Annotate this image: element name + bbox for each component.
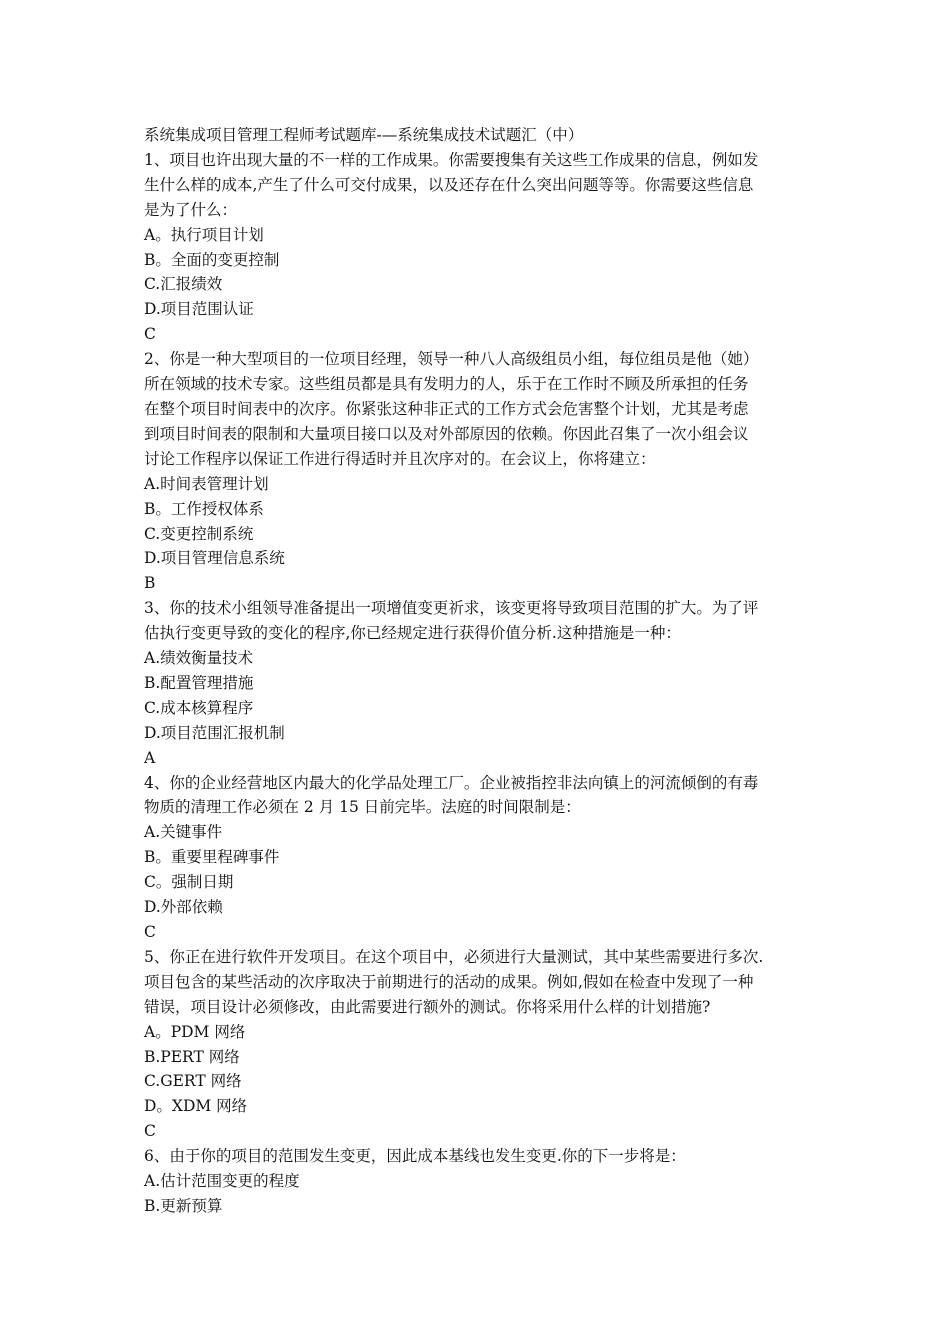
option-a: A.时间表管理计划 [144, 474, 269, 493]
question-stem-line: 6、由于你的项目的范围发生变更，因此成本基线也发生变更.你的下一步将是： [144, 1147, 686, 1166]
option-d: D。XDM 网络 [144, 1097, 248, 1116]
question-stem-line: 4、你的企业经营地区内最大的化学品处理工厂。企业被指控非法向镇上的河流倾倒的有毒 [144, 773, 759, 792]
question-stem-line: 5、你正在进行软件开发项目。在这个项目中，必须进行大量测试，其中某些需要进行多次. [144, 947, 764, 966]
document-title: 系统集成项目管理工程师考试题库-—系统集成技术试题汇（中） [144, 126, 584, 144]
option-a: A.估计范围变更的程度 [144, 1172, 300, 1191]
option-a: A.关键事件 [144, 823, 223, 842]
option-c: C.变更控制系统 [144, 524, 254, 543]
option-a: A。PDM 网络 [144, 1022, 246, 1041]
option-b: B.配置管理措施 [144, 673, 254, 692]
option-d: D.项目范围认证 [144, 300, 254, 319]
question-stem-line: 所在领域的技术专家。这些组员都是具有发明力的人，乐于在工作时不顾及所承担的任务 [144, 375, 749, 394]
question-stem-line: 讨论工作程序以保证工作进行得适时并且次序对的。在会议上，你将建立： [144, 449, 656, 468]
option-b: B.更新预算 [144, 1196, 223, 1215]
option-d: D.项目管理信息系统 [144, 549, 285, 568]
question-stem-line: 2、你是一种大型项目的一位项目经理，领导一种八人高级组员小组，每位组员是他（她） [144, 350, 759, 369]
question-stem-line: 生什么样的成本,产生了什么可交付成果，以及还存在什么突出问题等等。你需要这些信息 [144, 175, 754, 194]
question-2 [144, 347, 812, 596]
question-stem-line: 项目包含的某些活动的次序取决于前期进行的活动的成果。例如,假如在检查中发现了一种 [144, 972, 754, 991]
option-b: B。全面的变更控制 [144, 250, 280, 269]
question-3 [144, 596, 812, 770]
document-page [144, 123, 812, 1219]
question-stem-line: 估执行变更导致的变化的程序,你已经规定进行获得价值分析.这种措施是一种： [144, 624, 681, 643]
question-stem-line: 物质的清理工作必须在 2 月 15 日前完毕。法庭的时间限制是： [144, 798, 581, 817]
question-stem-line: 在整个项目时间表中的次序。你紧张这种非正式的工作方式会危害整个计划，尤其是考虑 [144, 399, 749, 418]
question-stem-line: 3、你的技术小组领导准备提出一项增值变更祈求，该变更将导致项目范围的扩大。为了评 [144, 599, 759, 618]
question-4 [144, 771, 812, 945]
answer: C [144, 923, 156, 941]
question-stem-line: 1、项目也许出现大量的不一样的工作成果。你需要搜集有关这些工作成果的信息，例如发 [144, 150, 759, 169]
question-5 [144, 945, 812, 1144]
option-c: C。强制日期 [144, 873, 234, 892]
answer: B [144, 574, 156, 593]
question-6 [144, 1144, 812, 1219]
question-stem-line: 到项目时间表的限制和大量项目接口以及对外部原因的依赖。你因此召集了一次小组会议 [144, 424, 749, 443]
option-a: A。执行项目计划 [144, 225, 264, 244]
option-c: C.汇报绩效 [144, 275, 223, 294]
answer: C [144, 1122, 156, 1141]
question-stem-line: 错误，项目设计必须修改，由此需要进行额外的测试。你将采用什么样的计划措施? [144, 997, 711, 1016]
option-d: D.外部依赖 [144, 898, 223, 917]
option-b: B。工作授权体系 [144, 499, 264, 518]
question-stem-line: 是为了什么： [144, 200, 238, 219]
answer: C [144, 325, 156, 344]
question-1 [144, 148, 812, 347]
option-c: C.GERT 网络 [144, 1072, 242, 1091]
option-a: A.绩效衡量技术 [144, 649, 254, 668]
option-b: B.PERT 网络 [144, 1047, 240, 1066]
option-d: D.项目范围汇报机制 [144, 723, 285, 742]
option-b: B。重要里程碑事件 [144, 848, 280, 867]
answer: A [144, 748, 156, 767]
option-c: C.成本核算程序 [144, 698, 254, 717]
